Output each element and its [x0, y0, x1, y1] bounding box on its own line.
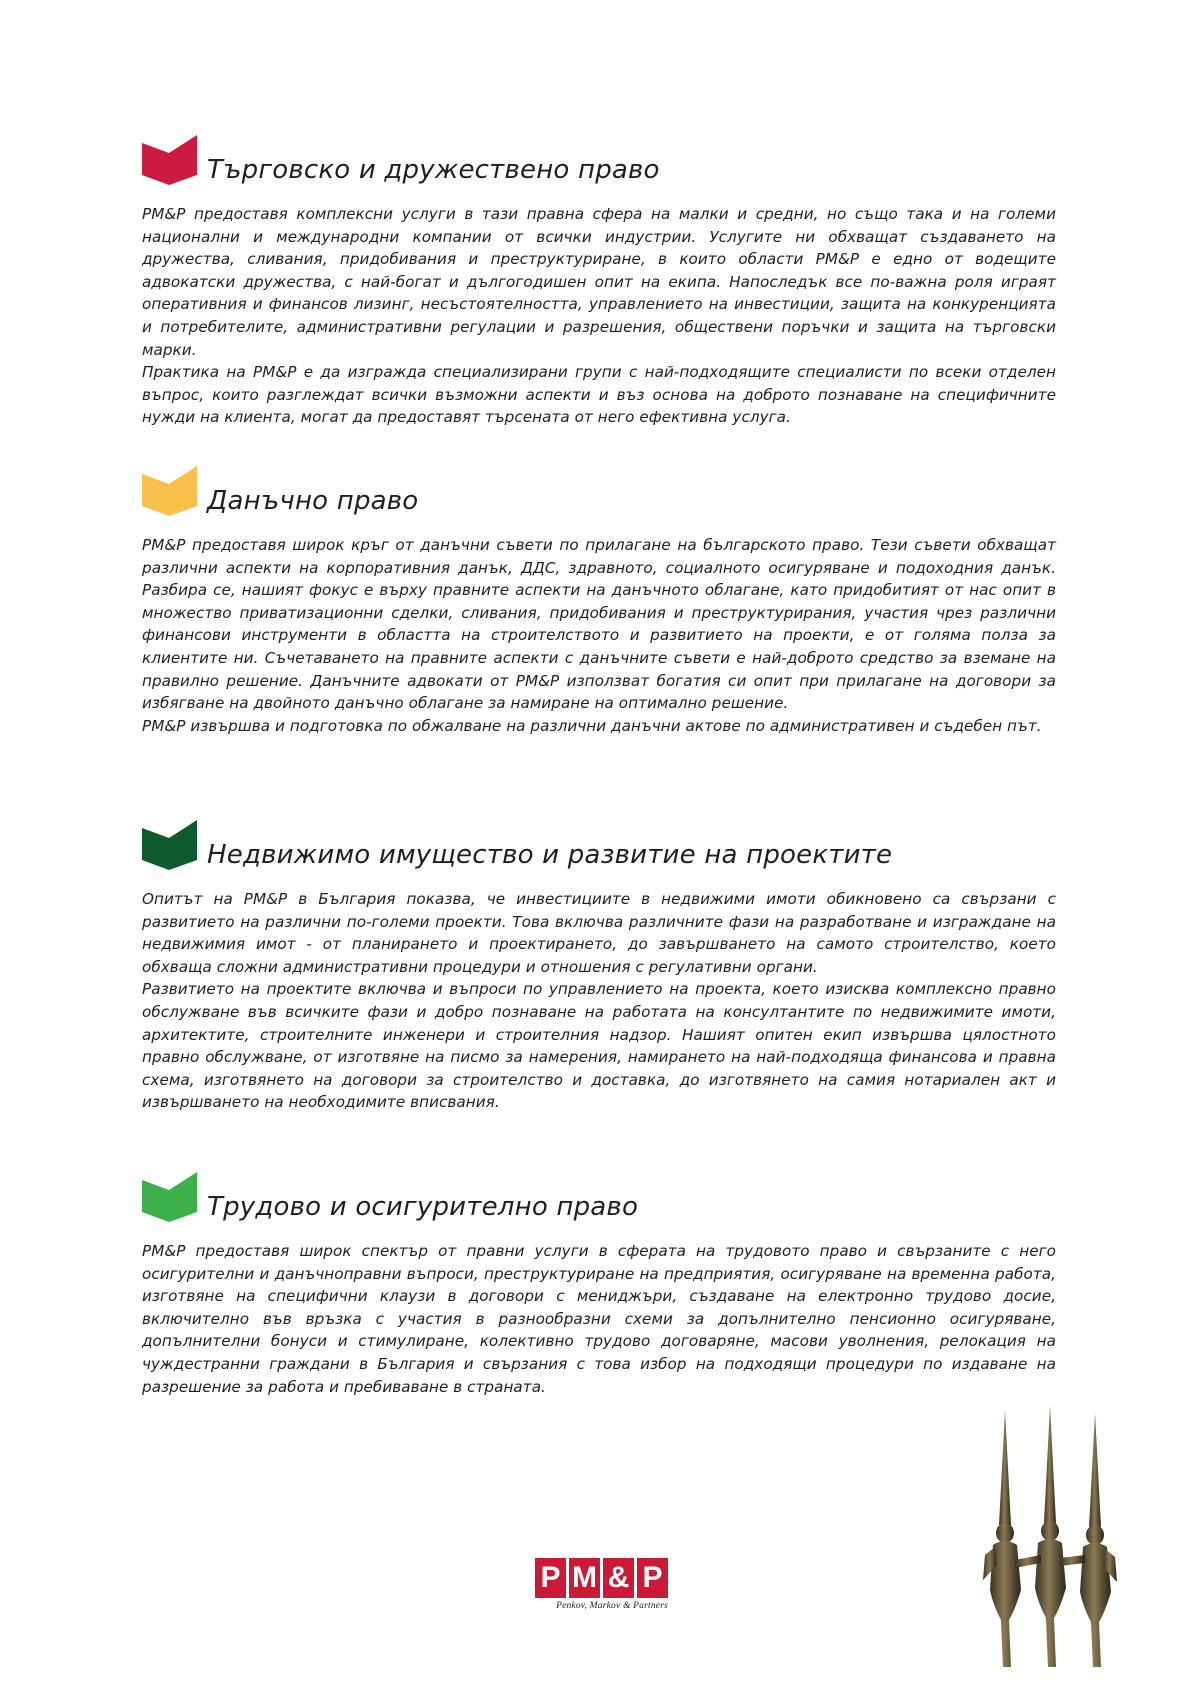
- paragraph: PM&P предоставя комплексни услуги в тази правна сфера на малки и средни, но също така и на големи национални и международни компании от всички индустрии. Услугите ни обхващат създаването на дружества, сливания, придобивания и преструктуриране, в които области PM&P е едно от водещите адвокатски дружества, с най-богат и дългогодишен опит на екипа. Напоследък все по-важна роля играят оперативния и финансов лизинг, несъстоятелността, управлението на инвестиции, защита на конкуренцията и потребителите, административни регулации и разрешения, обществени поръчки и защита на търговски марки.: [142, 205, 1056, 359]
- paragraph: PM&P предоставя широк кръг от данъчни съвети по прилагане на българското право. Тези съвети обхващат различни аспекти на корпоративния данък, ДДС, здравното, социалното осигуряване и подоходния данък. Разбира се, нашият фокус е върху правните аспекти на данъчното облагане, като придобитият от нас опит в множество приватизационни сделки, сливания, придобивания и преструктурирания, участия чрез различни финансови инструменти в областта на строителството и развитието на проекти, е от голяма полза за клиентите ни. Съчетаването на правните аспекти с данъчните съвети е най-доброто средство за вземане на правилно решение. Данъчните адвокати от PM&P използват богатия си опит при прилагане на договори за избягване на двойното данъчно облагане за намиране на оптимално решение.: [142, 536, 1056, 713]
- bookmark-flag-icon: [142, 820, 197, 870]
- paragraph: Опитът на PM&P в България показва, че инвестициите в недвижими имоти обикновено са свързани с развитието на различни по-големи проекти. Това включва различните фази на разработване и изграждане на недвижимия имот - от планирането и проектирането, до завършването на самото строителство, което обхваща сложни административни процедури и отношения с регулативни органи.: [142, 890, 1056, 976]
- logo-letter: &: [603, 1558, 634, 1598]
- section-title: Недвижимо имущество и развитие на проектите: [207, 840, 893, 870]
- section-heading: [142, 466, 1056, 526]
- paragraph: PM&P предоставя широк спектър от правни услуги в сферата на трудовото право и свързаните с него осигурителни и данъчноправни въпроси, преструктуриране на предприятия, осигуряване на временна работа, изготвяне на специфични клаузи в договори с мениджъри, създаване на електронно трудово досие, включително във връзка с участия в разнообразни схеми за допълнително пенсионно осигуряване, допълнителни бонуси и стимулиране, колективно трудово договаряне, масови уволнения, релокация на чуждестранни граждани в България и свързания с това избор на подходящи процедури по издаване на разрешение за работа и пребиваване в страната.: [142, 1242, 1056, 1396]
- section-real-estate: [142, 820, 1056, 1114]
- logo-letter: P: [637, 1558, 668, 1598]
- paragraph: Развитието на проектите включва и въпроси по управлението на проекта, което изисква комплексно правно обслужване във всичките фази и добро познаване на работата на консултантите по недвижимите имоти, архитектите, строителните инженери и строителния надзор. Нашият опитен екип извършва цялостното правно обслужване, от изготвяне на писмо за намерения, намирането на най-подходяща финансова и правна схема, изготвянето на договори за строителство и доставка, до изготвянето на самия нотариален акт и извършването на необходимите вписвания.: [142, 980, 1056, 1112]
- bronze-sculpture-image: [975, 1405, 1125, 1684]
- section-body: [142, 888, 1056, 1114]
- section-body: [142, 203, 1056, 429]
- bookmark-flag-icon: [142, 466, 197, 516]
- section-heading: [142, 820, 1056, 880]
- bookmark-flag-icon: [142, 135, 197, 185]
- section-title: Трудово и осигурително право: [207, 1192, 639, 1222]
- bookmark-flag-icon: [142, 1172, 197, 1222]
- section-heading: [142, 135, 1056, 195]
- paragraph: PM&P извършва и подготовка по обжалване на различни данъчни актове по административен и съдебен път.: [142, 716, 1042, 735]
- logo-mark: [535, 1558, 668, 1598]
- section-body: [142, 534, 1056, 737]
- section-labor-law: [142, 1172, 1056, 1398]
- section-body: [142, 1240, 1056, 1398]
- pmp-logo: [535, 1558, 668, 1611]
- section-heading: [142, 1172, 1056, 1232]
- logo-subtitle: Penkov, Markov & Partners: [556, 1601, 668, 1611]
- section-commercial-law: [142, 135, 1056, 429]
- logo-letter: P: [535, 1558, 566, 1598]
- paragraph: Практика на PM&P е да изгражда специализирани групи с най-подходящите специалисти по всеки отделен въпрос, които разглеждат всички възможни аспекти и въз основа на доброто познаване на специфичните нужди на клиента, могат да предоставят търсената от него ефективна услуга.: [142, 363, 1056, 427]
- logo-letter: M: [569, 1558, 600, 1598]
- section-tax-law: [142, 466, 1056, 737]
- section-title: Търговско и дружествено право: [207, 155, 660, 185]
- section-title: Данъчно право: [207, 486, 419, 516]
